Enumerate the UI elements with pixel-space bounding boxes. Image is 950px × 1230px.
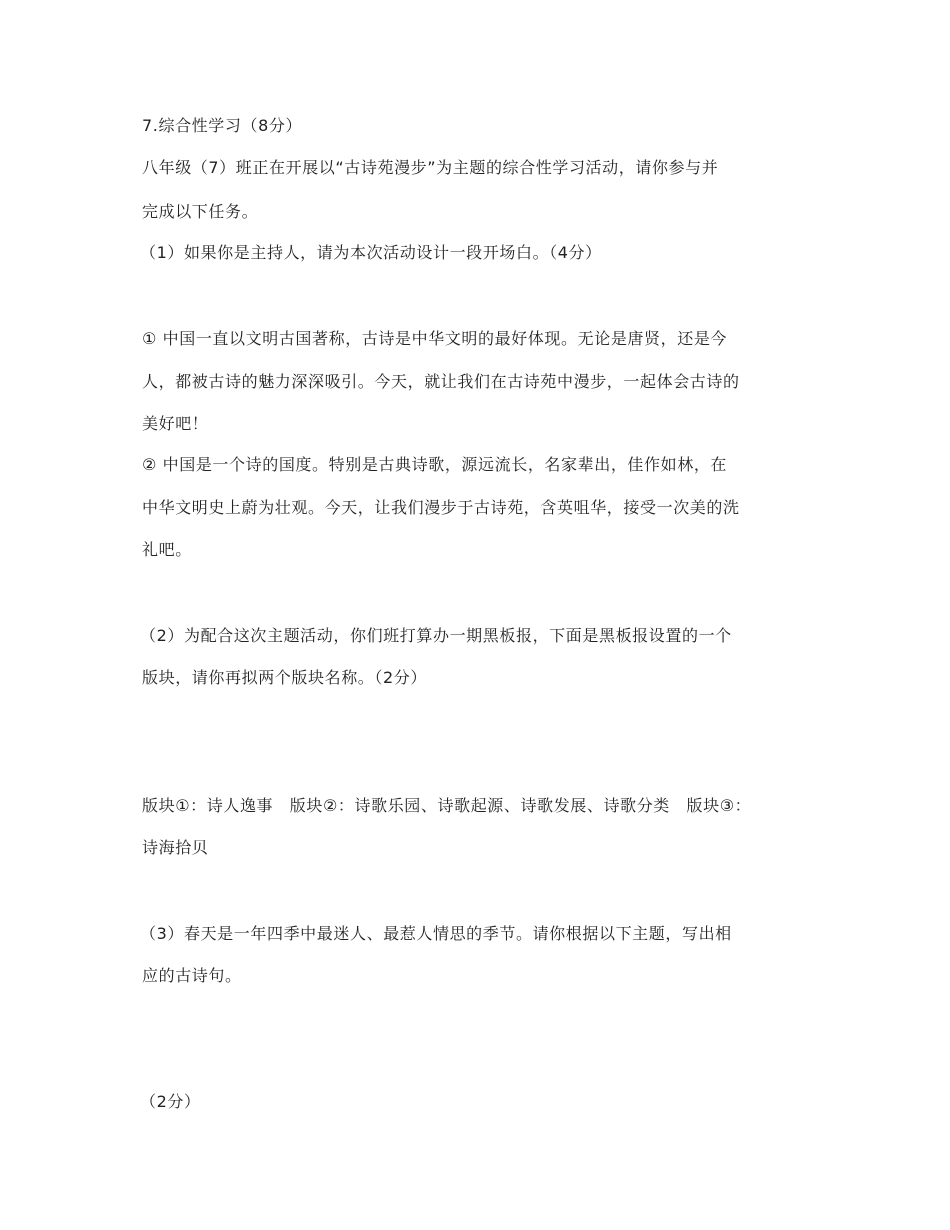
part2-prompt-line-2: 版块，请你再拟两个版块名称。（2分） <box>142 668 427 687</box>
part1-answer1-line-3: 美好吧！ <box>142 414 209 433</box>
part1-answer2-line-1: ② 中国是一个诗的国度。特别是古典诗歌，源远流长，名家辈出，佳作如林，在 <box>142 455 728 474</box>
question-title: 7.综合性学习（8分） <box>142 116 303 135</box>
part3-prompt-line-1: （3）春天是一年四季中最迷人、最惹人情思的季节。请你根据以下主题，写出相 <box>140 924 732 943</box>
part3-score: （2分） <box>140 1092 201 1111</box>
question-intro-line-2: 完成以下任务。 <box>142 202 259 221</box>
part1-prompt: （1）如果你是主持人，请为本次活动设计一段开场白。（4分） <box>140 243 602 262</box>
part2-prompt-line-1: （2）为配合这次主题活动，你们班打算办一期黑板报，下面是黑板报设置的一个 <box>140 626 732 645</box>
part1-answer2-line-3: 礼吧。 <box>142 540 192 559</box>
question-intro-line-1: 八年级（7）班正在开展以“古诗苑漫步”为主题的综合性学习活动，请你参与并 <box>142 158 719 177</box>
part1-answer2-line-2: 中华文明史上蔚为壮观。今天，让我们漫步于古诗苑，含英咀华，接受一次美的洗 <box>142 498 740 517</box>
part3-prompt-line-2: 应的古诗句。 <box>142 966 242 985</box>
part2-answer-line-1: 版块①：诗人逸事 版块②：诗歌乐园、诗歌起源、诗歌发展、诗歌分类 版块③： <box>142 796 752 815</box>
part1-answer1-line-1: ① 中国一直以文明古国著称，古诗是中华文明的最好体现。无论是唐贤，还是今 <box>142 329 728 348</box>
part2-answer-line-2: 诗海拾贝 <box>142 838 209 857</box>
part1-answer1-line-2: 人，都被古诗的魅力深深吸引。今天，就让我们在古诗苑中漫步，一起体会古诗的 <box>142 372 740 391</box>
